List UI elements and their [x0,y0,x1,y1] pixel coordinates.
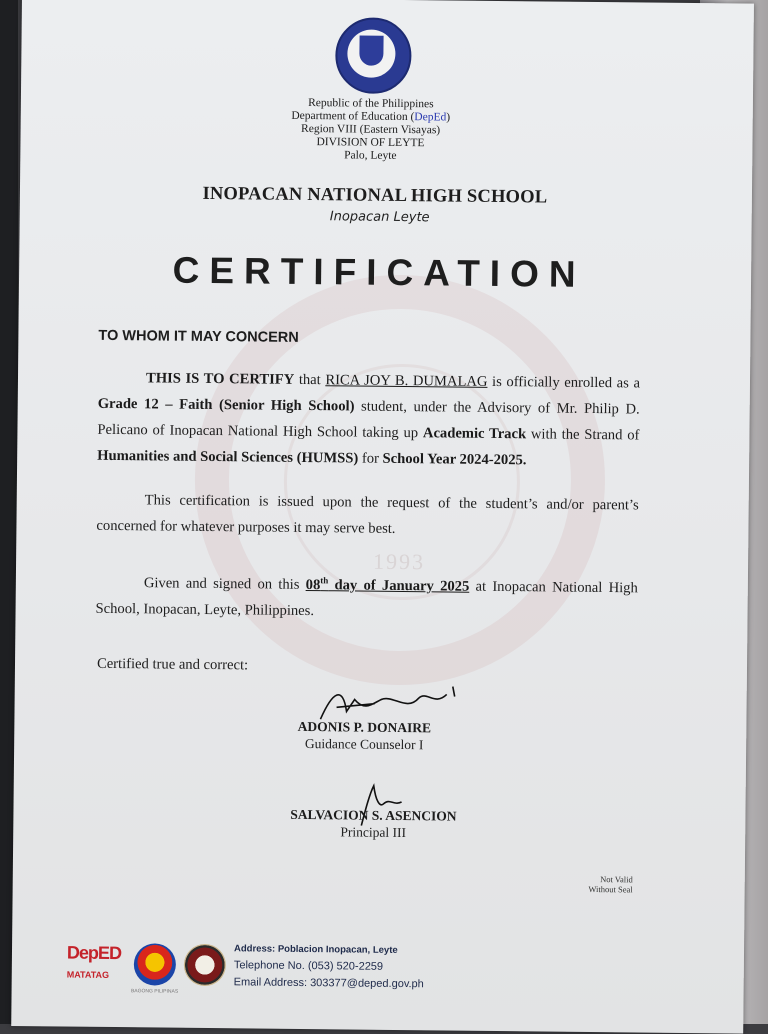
footer-email: Email Address: 303377@deped.gov.ph [233,976,424,991]
signatory-2-name: SALVACION S. ASENCION [290,806,457,824]
student-name: RICA JOY B. DUMALAG [325,372,488,390]
school-name: INOPACAN NATIONAL HIGH SCHOOL [202,183,548,208]
certified-label: Certified true and correct: [96,655,249,674]
document-title: CERTIFICATION [172,249,586,295]
header-city: Palo, Leyte [344,149,397,162]
bagong-pilipinas-logo [134,943,176,985]
salutation: TO WHOM IT MAY CONCERN [98,327,299,346]
signatory-1-name: ADONIS P. DONAIRE [297,718,432,736]
school-seal-logo [184,944,226,986]
paragraph-enrollment: THIS IS TO CERTIFY that RICA JOY B. DUMALAG is officially enrolled as a Grade 12 – Faith (Senior High School) student, under the Advisory of Mr. Philip D. Pelicano of Inopacan National High School taking up Academic Track with the Strand of Humanities and Social Sciences (HUMSS) for School Year 2024-2025. [97,370,641,469]
school-location: Inopacan Leyte [329,209,430,226]
letterhead [220,96,521,164]
header-department: Department of Education (DepEd) [291,109,451,124]
header-division: DIVISION OF LEYTE [316,136,425,150]
watermark-year: 1993 [372,548,426,575]
header-region: Region VIII (Eastern Visayas) [301,122,441,137]
footer-telephone: Telephone No. (053) 520-2259 [233,959,384,973]
header-republic: Republic of the Philippines [308,97,434,111]
footer-contact [234,940,535,994]
paragraph-purpose: This certification is issued upon the request of the student’s and/or parent’s concerned for whatever purposes it may serve best. [96,492,639,537]
signatory-1-title: Guidance Counselor I [304,736,424,753]
signatory-2-title: Principal III [340,824,407,841]
not-valid-note: Not Valid Without Seal [588,874,633,895]
deped-matatag-logo: DepED MATATAG [66,942,122,980]
paragraph-date: Given and signed on this 08th day of January 2025 at Inopacan National High School, Inopacan, Leyte, Philippines. [95,575,638,619]
certificate-paper [11,0,754,1034]
bagong-pilipinas-label: BAGONG PILIPINAS [130,988,179,995]
deped-seal-icon [335,17,412,94]
footer-address: Address: Poblacion Inopacan, Leyte [233,943,398,956]
